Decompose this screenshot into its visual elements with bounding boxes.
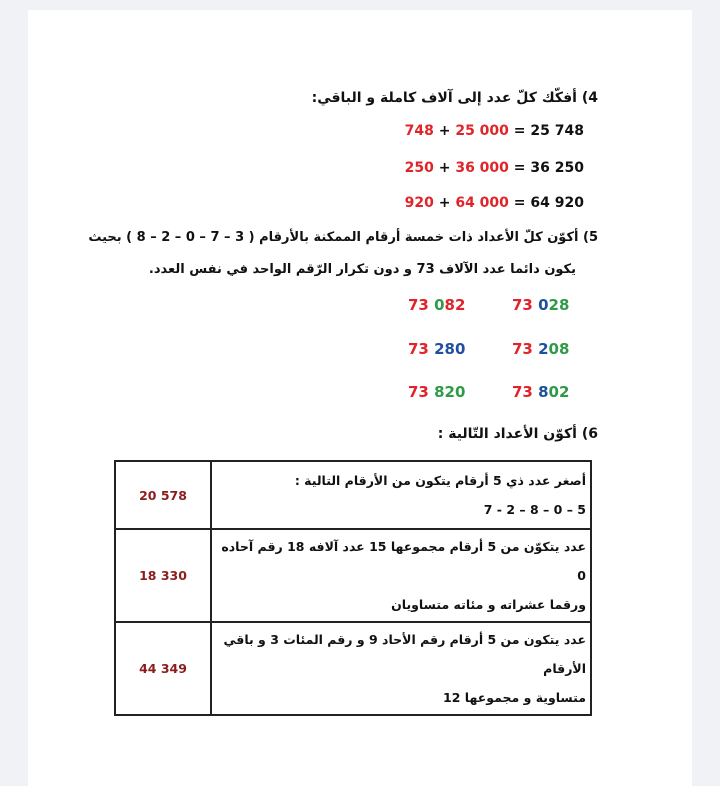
- q5-number: 73 820: [408, 383, 466, 401]
- q5-line-2: يكون دائما عدد الآلاف 73 و دون تكرار الرّقم الواحد في نفس العدد.: [148, 262, 576, 277]
- q4-equals: =: [513, 123, 526, 139]
- q4-result: 36 250: [530, 160, 584, 176]
- q6-table: [114, 460, 592, 716]
- worksheet-page: [28, 10, 692, 786]
- q4-result: 25 748: [530, 123, 584, 139]
- q4-thousands: 36 000: [455, 160, 509, 176]
- table-row: [115, 529, 591, 622]
- q4-equals: =: [513, 195, 526, 211]
- answer-cell: 20 578: [115, 461, 211, 529]
- digit-sequence: 7 - 2 – 8 – 0 – 5: [483, 502, 586, 517]
- q4-rest: 920: [404, 195, 434, 211]
- q4-heading: 4) أفكّك كلّ عدد إلى آلاف كاملة و الباقي:: [311, 90, 598, 106]
- q5-number: 73 802: [512, 383, 570, 401]
- q5-line-1: 5) أكوّن كلّ الأعداد ذات خمسة أرقام الممكنة بالأرقام ( 3 – 7 – 0 – 2 – 8 ) بحيث: [88, 230, 598, 245]
- q4-thousands: 25 000: [455, 123, 509, 139]
- question-line: ورقما عشراته و مئاته متساويان: [391, 597, 586, 612]
- question-line: [216, 495, 586, 524]
- question-cell: [211, 622, 591, 715]
- q5-number: 73 208: [512, 340, 570, 358]
- q4-equals: =: [513, 160, 526, 176]
- answer-cell: 18 330: [115, 529, 211, 622]
- q6-heading: 6) أكوّن الأعداد التّالية :: [437, 426, 598, 442]
- question-line: متساوية و مجموعها 12: [443, 690, 586, 705]
- q4-plus: +: [438, 123, 451, 139]
- question-line: أصغر عدد ذي 5 أرقام يتكون من الأرقام التالية :: [294, 473, 586, 488]
- table-row: [115, 461, 591, 529]
- question-line: عدد يتكون من 5 أرقام رقم الأحاد 9 و رقم المئات 3 و باقي الأرقام: [223, 632, 586, 676]
- q4-plus: +: [438, 160, 451, 176]
- q4-equation-3: [405, 195, 584, 211]
- q5-number: 73 280: [408, 340, 466, 358]
- q4-result: 64 920: [530, 195, 584, 211]
- q5-number: 73 028: [512, 296, 570, 314]
- question-cell: [211, 461, 591, 529]
- answer-cell: 44 349: [115, 622, 211, 715]
- question-cell: [211, 529, 591, 622]
- q4-rest: 748: [404, 123, 434, 139]
- q4-equation-2: [405, 160, 584, 176]
- q5-number: 73 082: [408, 296, 466, 314]
- q4-thousands: 64 000: [455, 195, 509, 211]
- table-row: [115, 622, 591, 715]
- question-line: عدد يتكوّن من 5 أرقام مجموعها 15 عدد آلافه 18 رقم آحاده 0: [221, 539, 586, 583]
- q4-rest: 250: [404, 160, 434, 176]
- q4-equation-1: [405, 123, 584, 139]
- q4-plus: +: [438, 195, 451, 211]
